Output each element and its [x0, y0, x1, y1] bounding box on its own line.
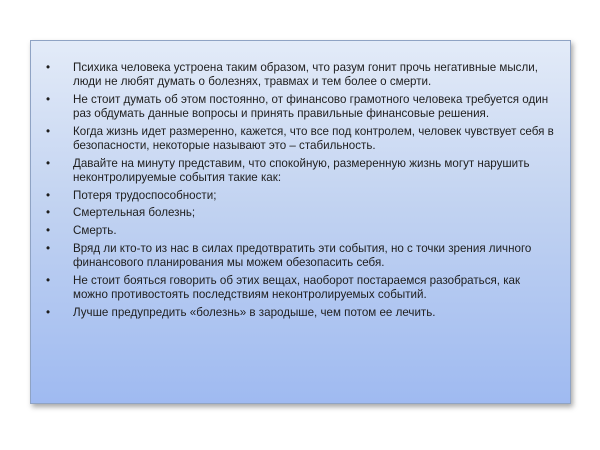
bullet-text: Не стоит бояться говорить об этих вещах, наоборот постараемся разобраться, как можно противостоять последствиям неконтролируемых событий.	[73, 273, 521, 301]
bullet-icon: •	[46, 156, 51, 170]
list-item	[43, 61, 558, 89]
text-box	[30, 40, 571, 404]
bullet-text: Смерть.	[73, 224, 117, 238]
list-item	[43, 125, 558, 153]
list-item	[43, 157, 558, 185]
list-item	[43, 206, 558, 220]
bullet-icon: •	[46, 241, 51, 255]
bullet-icon: •	[46, 273, 51, 287]
bullet-icon: •	[46, 305, 51, 319]
bullet-icon: •	[46, 92, 51, 106]
list-item	[43, 93, 558, 121]
list-item	[43, 189, 558, 203]
bullet-icon: •	[46, 61, 51, 74]
bullet-text: Вряд ли кто-то из нас в силах предотвратить эти события, но с точки зрения личного финансового планирования мы можем обезопасить себя.	[73, 241, 532, 269]
list-item	[43, 274, 558, 302]
bullet-text: Психика человека устроена таким образом, что разум гонит прочь негативные мысли, люди не любят думать о болезнях, травмах и тем более о смерти.	[73, 61, 538, 89]
list-item	[43, 306, 558, 320]
list-item	[43, 242, 558, 270]
bullet-icon: •	[46, 206, 51, 220]
bullet-icon: •	[46, 188, 51, 202]
bullet-icon: •	[46, 224, 51, 238]
bullet-text: Потеря трудоспособности;	[73, 188, 217, 202]
bullet-text: Смертельная болезнь;	[73, 206, 196, 220]
bullet-text: Не стоит думать об этом постоянно, от финансово грамотного человека требуется один раз обдумать данные вопросы и принять правильные финансовые решения.	[73, 92, 549, 121]
bullet-text: Лучше предупредить «болезнь» в зародыше, чем потом ее лечить.	[73, 305, 436, 319]
bullet-text: Давайте на минуту представим, что спокойную, размеренную жизнь могут нарушить неконтролируемые события такие как:	[73, 156, 530, 184]
bullet-text: Когда жизнь идет размеренно, кажется, что все под контролем, человек чувствует себя в безопасности, некоторые называют это – стабильность.	[73, 124, 554, 153]
bullet-list	[43, 61, 558, 320]
bullet-icon: •	[46, 124, 51, 138]
list-item	[43, 224, 558, 238]
